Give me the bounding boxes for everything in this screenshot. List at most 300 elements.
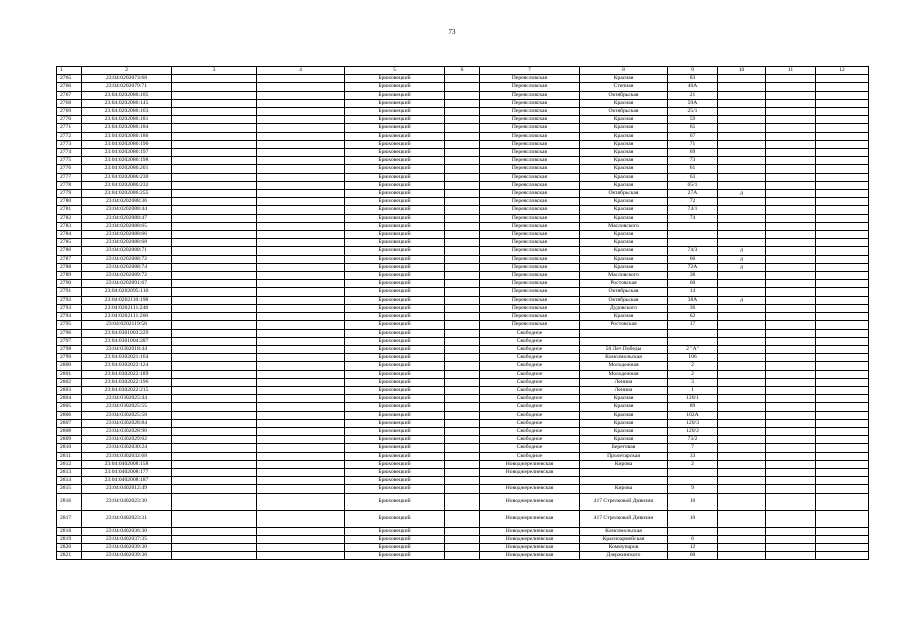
table-cell <box>172 527 257 535</box>
table-cell <box>766 337 816 345</box>
table-cell: 2818 <box>57 527 82 535</box>
table-row <box>57 231 869 239</box>
table-cell <box>816 477 869 485</box>
table-cell: Красная <box>580 99 668 107</box>
table-cell <box>257 272 345 280</box>
table-cell: Красная <box>580 247 668 255</box>
table-cell <box>445 313 480 321</box>
table-cell: 2811 <box>57 452 82 460</box>
table-cell <box>816 140 869 148</box>
table-cell <box>766 165 816 173</box>
table-cell: 23:04:0202086:230 <box>82 173 172 181</box>
table-cell <box>718 99 766 107</box>
table-cell: Коммунаров <box>580 543 668 551</box>
table-cell: Красная <box>580 263 668 271</box>
table-row <box>57 173 869 181</box>
table-cell: 2787 <box>57 255 82 263</box>
table-cell: Брюховецкий <box>345 272 445 280</box>
table-cell <box>766 157 816 165</box>
table-cell <box>257 116 345 124</box>
table-cell <box>668 468 718 476</box>
page-number: 73 <box>448 28 456 36</box>
table-row <box>57 370 869 378</box>
table-cell <box>816 116 869 124</box>
table-cell: Переясловская <box>480 173 580 181</box>
table-row <box>57 222 869 230</box>
table-cell <box>766 239 816 247</box>
table-cell: 2774 <box>57 149 82 157</box>
table-cell: 2800 <box>57 362 82 370</box>
table-cell: Брюховецкий <box>345 124 445 132</box>
table-cell <box>172 436 257 444</box>
table-cell <box>172 288 257 296</box>
table-cell <box>816 378 869 386</box>
table-cell <box>718 427 766 435</box>
table-cell <box>718 468 766 476</box>
table-cell <box>257 452 345 460</box>
table-cell: Брюховецкий <box>345 304 445 312</box>
table-cell <box>172 321 257 329</box>
table-cell <box>172 411 257 419</box>
table-cell <box>718 354 766 362</box>
table-cell: Брюховецкий <box>345 460 445 468</box>
table-cell: Брюховецкий <box>345 477 445 485</box>
table-row <box>57 247 869 255</box>
table-cell <box>718 173 766 181</box>
table-cell: Брюховецкий <box>345 543 445 551</box>
register-table <box>56 66 869 560</box>
table-cell: Свободное <box>480 362 580 370</box>
table-cell <box>816 239 869 247</box>
table-cell <box>766 296 816 304</box>
table-cell <box>172 543 257 551</box>
table-cell: 23:04:0402023:30 <box>82 493 172 510</box>
table-cell <box>445 99 480 107</box>
table-cell: 23:04:0302032:68 <box>82 452 172 460</box>
table-cell: 2781 <box>57 206 82 214</box>
table-row <box>57 552 869 560</box>
table-cell <box>445 198 480 206</box>
table-cell: 69 <box>668 149 718 157</box>
table-cell <box>172 83 257 91</box>
table-cell <box>766 460 816 468</box>
table-cell <box>816 255 869 263</box>
table-cell: 23:04:0302022:124 <box>82 362 172 370</box>
table-cell <box>445 157 480 165</box>
table-cell: Новоджерелиевская <box>480 543 580 551</box>
table-cell: 60 <box>668 280 718 288</box>
table-cell <box>766 263 816 271</box>
table-cell: Брюховецкий <box>345 386 445 394</box>
table-cell <box>816 345 869 353</box>
table-cell: 23:04:0402039:36 <box>82 552 172 560</box>
table-cell <box>172 354 257 362</box>
table-row <box>57 527 869 535</box>
table-cell <box>257 83 345 91</box>
table-cell: 23:04:0402008:187 <box>82 477 172 485</box>
table-cell: Красная <box>580 132 668 140</box>
table-cell <box>766 535 816 543</box>
table-row <box>57 427 869 435</box>
table-cell <box>445 247 480 255</box>
table-cell: Октябрьская <box>580 296 668 304</box>
table-cell <box>766 116 816 124</box>
table-cell <box>766 386 816 394</box>
table-cell: Дзержинского <box>580 552 668 560</box>
table-cell: 2817 <box>57 510 82 527</box>
table-cell: Брюховецкий <box>345 239 445 247</box>
table-cell <box>257 255 345 263</box>
table-cell <box>257 552 345 560</box>
table-cell: Брюховецкий <box>345 255 445 263</box>
table-cell: Красная <box>580 313 668 321</box>
table-cell: Переясловская <box>480 108 580 116</box>
table-cell <box>816 231 869 239</box>
table-cell <box>257 510 345 527</box>
table-cell <box>718 280 766 288</box>
table-cell: 23:04:0202086:186 <box>82 132 172 140</box>
table-cell <box>816 288 869 296</box>
table-cell <box>445 378 480 386</box>
table-cell: 2786 <box>57 247 82 255</box>
table-cell: 23:04:0302022:189 <box>82 370 172 378</box>
table-cell <box>718 510 766 527</box>
table-cell: Брюховецкий <box>345 452 445 460</box>
table-cell: Переясловская <box>480 149 580 157</box>
table-cell: Брюховецкий <box>345 75 445 83</box>
table-cell <box>172 493 257 510</box>
table-cell: 120/3 <box>668 419 718 427</box>
table-cell <box>816 91 869 99</box>
table-cell <box>445 477 480 485</box>
table-cell <box>816 222 869 230</box>
table-cell: 9 <box>668 485 718 493</box>
table-cell <box>766 272 816 280</box>
table-cell <box>816 313 869 321</box>
table-cell: 2815 <box>57 485 82 493</box>
table-cell: Брюховецкий <box>345 370 445 378</box>
table-cell: Переясловская <box>480 247 580 255</box>
table-cell: Брюховецкий <box>345 354 445 362</box>
table-header-cell: 11 <box>766 67 816 75</box>
table-row <box>57 510 869 527</box>
table-cell <box>172 272 257 280</box>
table-header-cell: 5 <box>345 67 445 75</box>
table-cell <box>445 108 480 116</box>
table-cell: 38 <box>668 272 718 280</box>
table-cell <box>445 535 480 543</box>
table-cell: Переясловская <box>480 198 580 206</box>
table-cell <box>718 477 766 485</box>
table-cell: 2812 <box>57 460 82 468</box>
table-cell <box>445 337 480 345</box>
table-row <box>57 436 869 444</box>
table-row <box>57 132 869 140</box>
table-cell: 2797 <box>57 337 82 345</box>
table-cell <box>580 329 668 337</box>
table-cell: 2792 <box>57 296 82 304</box>
table-cell <box>718 272 766 280</box>
table-cell: 2794 <box>57 313 82 321</box>
table-cell <box>718 419 766 427</box>
table-row <box>57 140 869 148</box>
table-cell: Красная <box>580 214 668 222</box>
table-cell <box>445 419 480 427</box>
table-cell <box>257 477 345 485</box>
table-cell: Свободное <box>480 427 580 435</box>
table-header-cell: 1 <box>57 67 82 75</box>
table-cell: Переясловская <box>480 75 580 83</box>
table-row <box>57 99 869 107</box>
table-cell: 2816 <box>57 493 82 510</box>
table-cell <box>172 313 257 321</box>
table-cell: 23:04:0202086:197 <box>82 149 172 157</box>
table-cell <box>816 460 869 468</box>
table-cell: 23:04:0302021:164 <box>82 354 172 362</box>
table-row <box>57 313 869 321</box>
table-cell <box>172 370 257 378</box>
table-cell: Переясловская <box>480 124 580 132</box>
table-cell <box>766 124 816 132</box>
table-cell <box>718 527 766 535</box>
table-cell: 2773 <box>57 140 82 148</box>
table-cell <box>172 345 257 353</box>
table-cell: 71 <box>668 140 718 148</box>
table-cell <box>718 132 766 140</box>
table-cell: Брюховецкий <box>345 206 445 214</box>
table-cell <box>766 354 816 362</box>
table-cell <box>172 485 257 493</box>
table-row <box>57 386 869 394</box>
table-cell: Переясловская <box>480 231 580 239</box>
table-cell: 23:04:0402023:31 <box>82 510 172 527</box>
table-cell: Брюховецкий <box>345 313 445 321</box>
table-cell: Новоджерелиевская <box>480 510 580 527</box>
table-cell: Переясловская <box>480 280 580 288</box>
table-cell: Брюховецкий <box>345 116 445 124</box>
table-cell <box>480 477 580 485</box>
table-cell: 23:04:0202086:232 <box>82 181 172 189</box>
table-cell <box>718 329 766 337</box>
table-row <box>57 543 869 551</box>
table-cell <box>816 173 869 181</box>
table-cell <box>172 419 257 427</box>
table-cell: Брюховецкий <box>345 99 445 107</box>
table-row <box>57 378 869 386</box>
table-cell: 23:04:0202088:36 <box>82 198 172 206</box>
table-cell: Красная <box>580 206 668 214</box>
table-cell <box>766 468 816 476</box>
table-cell: 2813 <box>57 468 82 476</box>
table-cell: 65/1 <box>668 181 718 189</box>
table-cell <box>172 460 257 468</box>
table-cell <box>718 411 766 419</box>
table-cell <box>766 247 816 255</box>
table-cell: 2799 <box>57 354 82 362</box>
table-cell: Переясловская <box>480 140 580 148</box>
table-cell: Красная <box>580 124 668 132</box>
table-cell <box>172 173 257 181</box>
table-cell <box>816 354 869 362</box>
table-cell <box>445 206 480 214</box>
table-header-cell: 12 <box>816 67 869 75</box>
table-cell <box>766 362 816 370</box>
table-cell: 60 <box>668 552 718 560</box>
table-cell <box>257 75 345 83</box>
table-cell <box>257 157 345 165</box>
table-cell: 23:04:0202088:66 <box>82 231 172 239</box>
table-cell: Красная <box>580 165 668 173</box>
table-cell: 2801 <box>57 370 82 378</box>
table-cell <box>816 362 869 370</box>
table-cell: 74/1 <box>668 206 718 214</box>
table-cell: Свободное <box>480 386 580 394</box>
table-header-cell: 7 <box>480 67 580 75</box>
table-cell: Свободное <box>480 337 580 345</box>
table-cell <box>445 214 480 222</box>
table-cell: 2779 <box>57 190 82 198</box>
table-cell: 72 <box>668 198 718 206</box>
table-cell: 2819 <box>57 535 82 543</box>
table-cell: Брюховецкий <box>345 222 445 230</box>
table-cell <box>816 444 869 452</box>
table-cell: 2784 <box>57 231 82 239</box>
table-cell: 14 <box>668 288 718 296</box>
table-cell <box>172 255 257 263</box>
table-cell <box>816 321 869 329</box>
table-cell: Красная <box>580 436 668 444</box>
table-cell: 59А <box>668 99 718 107</box>
table-cell <box>445 354 480 362</box>
table-cell <box>766 527 816 535</box>
table-cell: 23:04:0402037:35 <box>82 535 172 543</box>
table-cell <box>766 543 816 551</box>
table-cell: Брюховецкий <box>345 552 445 560</box>
table-cell <box>257 149 345 157</box>
table-cell <box>257 403 345 411</box>
table-cell: Молодежная <box>580 370 668 378</box>
table-cell <box>766 222 816 230</box>
table-cell: 2790 <box>57 280 82 288</box>
table-cell <box>257 198 345 206</box>
table-cell: Переясловская <box>480 222 580 230</box>
table-cell <box>445 510 480 527</box>
table-row <box>57 419 869 427</box>
table-cell: 106 <box>668 354 718 362</box>
table-cell: 10 <box>668 493 718 510</box>
table-cell <box>172 181 257 189</box>
table-cell: Брюховецкий <box>345 288 445 296</box>
table-cell <box>172 140 257 148</box>
table-cell <box>172 149 257 157</box>
table-cell <box>816 543 869 551</box>
table-cell <box>257 436 345 444</box>
table-cell <box>718 337 766 345</box>
table-cell: Брюховецкий <box>345 427 445 435</box>
table-cell <box>718 436 766 444</box>
table-cell <box>172 362 257 370</box>
table-row <box>57 108 869 116</box>
table-cell <box>445 181 480 189</box>
table-cell: Брюховецкий <box>345 419 445 427</box>
table-cell <box>172 91 257 99</box>
table-cell <box>257 485 345 493</box>
table-cell <box>445 272 480 280</box>
table-cell <box>816 493 869 510</box>
table-cell: Брюховецкий <box>345 108 445 116</box>
table-cell <box>766 91 816 99</box>
table-cell <box>257 206 345 214</box>
table-cell: Переясловская <box>480 304 580 312</box>
table-cell <box>718 321 766 329</box>
table-cell <box>580 477 668 485</box>
table-cell: Брюховецкий <box>345 345 445 353</box>
table-cell: Красная <box>580 116 668 124</box>
table-cell: 2 "А" <box>668 345 718 353</box>
table-row <box>57 190 869 198</box>
table-cell <box>445 239 480 247</box>
table-cell <box>718 83 766 91</box>
table-cell: 2772 <box>57 132 82 140</box>
table-cell <box>172 452 257 460</box>
table-cell: 25/1 <box>668 108 718 116</box>
table-cell <box>257 460 345 468</box>
table-cell: 67 <box>668 132 718 140</box>
table-cell <box>766 552 816 560</box>
table-cell <box>445 386 480 394</box>
table-cell: 102А <box>668 411 718 419</box>
table-cell: Октябрьская <box>580 108 668 116</box>
table-cell <box>445 493 480 510</box>
table-cell <box>172 231 257 239</box>
table-cell <box>766 395 816 403</box>
table-cell <box>816 280 869 288</box>
table-cell <box>172 468 257 476</box>
table-cell <box>816 75 869 83</box>
table-row <box>57 255 869 263</box>
table-cell: Переясловская <box>480 157 580 165</box>
table-cell <box>172 535 257 543</box>
table-cell: Переясловская <box>480 296 580 304</box>
table-cell: Свободное <box>480 436 580 444</box>
table-cell <box>172 378 257 386</box>
table-cell <box>257 214 345 222</box>
table-cell: 33 <box>668 452 718 460</box>
table-cell: 2804 <box>57 395 82 403</box>
table-cell: 23:04:0202088:74 <box>82 263 172 271</box>
table-cell <box>816 403 869 411</box>
table-cell: Свободное <box>480 378 580 386</box>
table-cell <box>766 255 816 263</box>
table-cell: 23:04:0202073:68 <box>82 75 172 83</box>
table-cell <box>668 527 718 535</box>
table-cell <box>718 181 766 189</box>
table-row <box>57 329 869 337</box>
table-cell: Переясловская <box>480 116 580 124</box>
table-cell: Красная <box>580 198 668 206</box>
table-cell: д <box>718 255 766 263</box>
table-header-cell: 10 <box>718 67 766 75</box>
table-cell <box>445 370 480 378</box>
table-cell: 2 <box>668 370 718 378</box>
table-cell <box>172 477 257 485</box>
table-cell <box>445 173 480 181</box>
table-cell: Брюховецкий <box>345 296 445 304</box>
table-cell: 73 <box>668 157 718 165</box>
table-cell: Брюховецкий <box>345 198 445 206</box>
table-cell <box>718 543 766 551</box>
table-cell: 23:04:0302022:215 <box>82 386 172 394</box>
